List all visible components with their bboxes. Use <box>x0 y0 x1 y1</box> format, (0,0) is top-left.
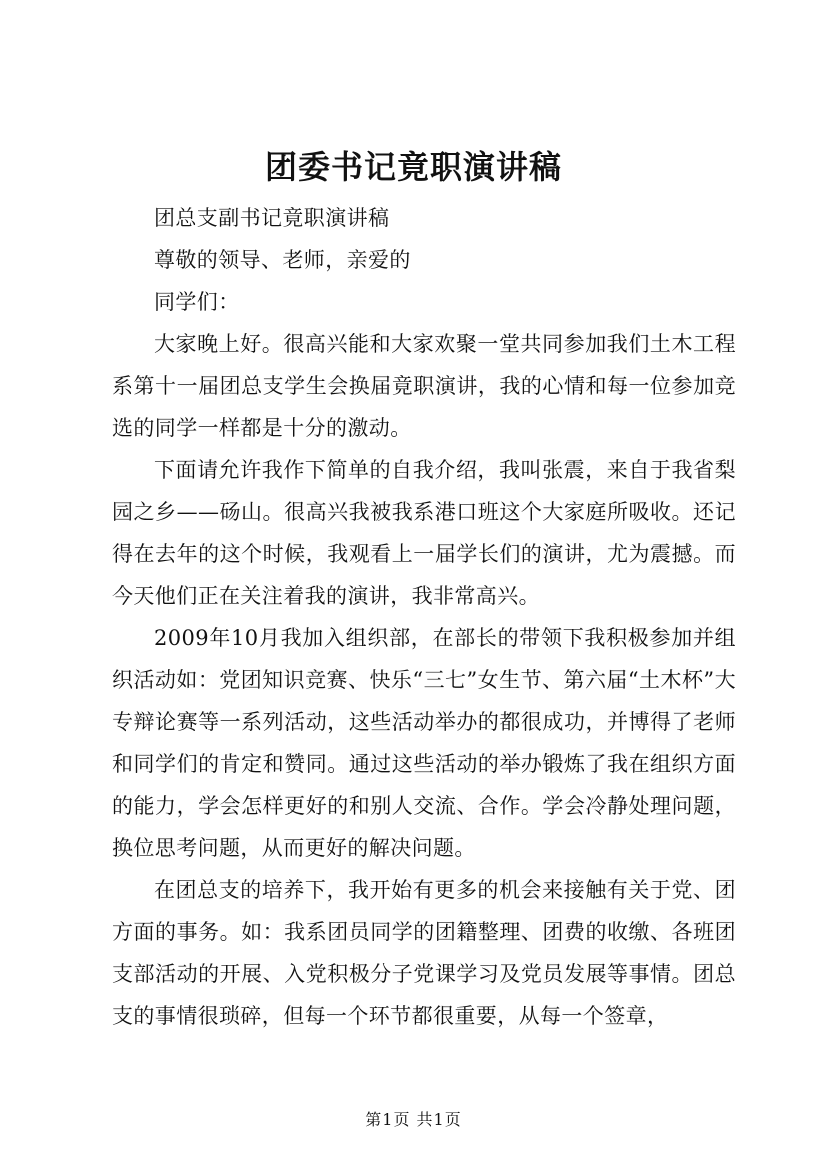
page-footer: 第1页 共1页 <box>365 1110 462 1129</box>
paragraph-greeting: 大家晚上好。很高兴能和大家欢聚一堂共同参加我们土木工程系第十一届团总支学生会换届竟职演讲，我的心情和每一位参加竞选的同学一样都是十分的激动。 <box>112 332 736 440</box>
paragraph-salutation-cont: 同学们： <box>154 290 240 314</box>
document-body <box>112 197 736 1037</box>
paragraph-duties: 在团总支的培养下，我开始有更多的机会来接触有关于党、团方面的事务。如：我系团员同学的团籍整理、团费的收缴、各班团支部活动的开展、入党积极分子党课学习及党员发展等事情。团总支的事情很琐碎，但每一个环节都很重要，从每一个签章， <box>112 878 736 1028</box>
paragraph-introduction: 下面请允许我作下简单的自我介绍，我叫张震，来自于我省梨园之乡——砀山。很高兴我被我系港口班这个大家庭所吸收。还记得在去年的这个时候，我观看上一届学长们的演讲，尤为震撼。而今天他们正在关注着我的演讲，我非常高兴。 <box>112 458 736 608</box>
paragraph-salutation: 尊敬的领导、老师，亲爱的 <box>154 248 411 272</box>
paragraph-experience: 2009年10月我加入组织部，在部长的带领下我积极参加并组织活动如：党团知识竞赛、快乐“三七”女生节、第六届“土木杯”大专辩论赛等一系列活动，这些活动举办的都很成功，并博得了老师和同学们的肯定和赞同。通过这些活动的举办锻炼了我在组织方面的能力，学会怎样更好的和别人交流、合作。学会冷静处理问题，换位思考问题，从而更好的解决问题。 <box>112 626 736 860</box>
document-title: 团委书记竟职演讲稿 <box>264 148 562 186</box>
paragraph-subtitle: 团总支副书记竟职演讲稿 <box>154 206 390 230</box>
